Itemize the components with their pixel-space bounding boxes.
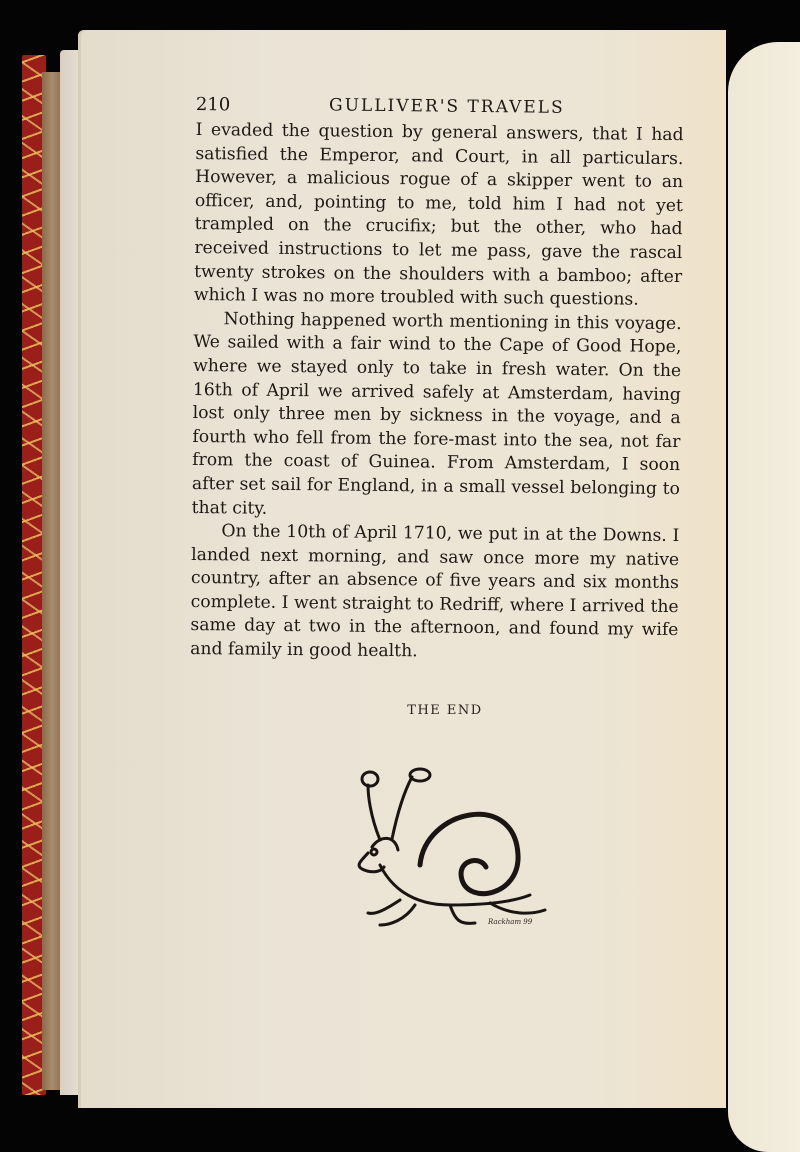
artist-signature: Rackham 99	[488, 918, 533, 926]
running-head	[196, 94, 684, 120]
paragraph: On the 10th of April 1710, we put in at the Downs. I landed next morning, and saw once more my native country, after an absence of five years and six months complete. I went straight to Redriff, where I arrived the same day at two in the afternoon, and found my wife and family in good health.	[190, 521, 680, 662]
page-text-block	[190, 94, 684, 667]
page-number: 210	[195, 94, 231, 116]
paragraph: Nothing happened worth mentioning in this voyage. We sailed with a fair wind to the Cape of Good Hope, where we stayed only to take in fresh water. On the 16th of April we arrived safely at Amsterdam, having lost only three men by sickness in the voyage, and a fourth who fell from the fore-mast into the sea, not far from the coast of Guinea. From Amsterdam, I soon after set sail for England, in a small vessel belonging to that city.	[191, 309, 682, 519]
the-end-heading: THE END	[407, 703, 483, 718]
snail-illustration-icon	[340, 755, 560, 935]
gilt-page-edge	[42, 72, 62, 1090]
paragraph: I evaded the question by general answers, that I had satisfied the Emperor, and Court, in all particulars. However, a malicious rogue of a skipper went to an officer, and, pointing to me, told him I had not yet trampled on the crucifix; but the other, who had received instructions to let me pass, gave the rascal twenty strokes on the shoulders with a bamboo; after which I was no more troubled with such questions.	[193, 119, 684, 310]
running-head-title: GULLIVER'S TRAVELS	[328, 95, 565, 118]
facing-page-curl	[728, 42, 800, 1152]
